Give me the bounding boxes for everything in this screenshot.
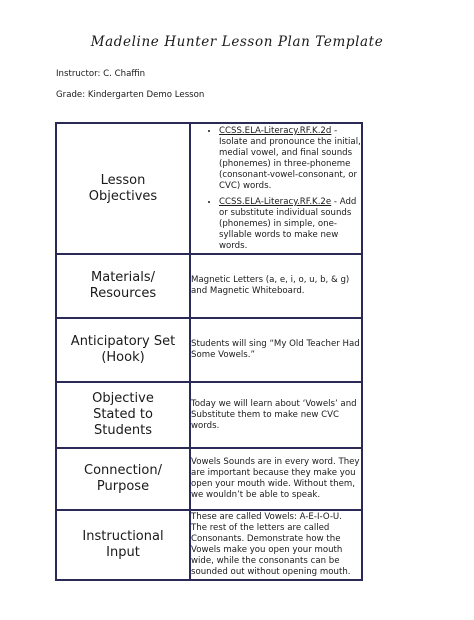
standard-link[interactable]: CCSS.ELA-Literacy.RF.K.2e: [219, 197, 332, 207]
row-label: Anticipatory Set (Hook): [56, 318, 190, 382]
row-content: [190, 510, 362, 580]
table-row-materials: [56, 254, 362, 318]
content-line: The rest of the letters are called Consonants. Demonstrate how the Vowels make you open your mouth wide, while the consonants can be sounded out without opening mouth.: [191, 523, 351, 577]
grade-line: Grade: Kindergarten Demo Lesson: [56, 90, 205, 100]
lesson-plan-table: [55, 122, 363, 581]
table-row-anticipatory-set: [56, 318, 362, 382]
row-content: Vowels Sounds are in every word. They are important because they make you open your mouth wide. Without them, we wouldn’t be able to speak.: [190, 448, 362, 510]
table-row-connection: [56, 448, 362, 510]
table-row-lesson-objectives: [56, 123, 362, 254]
row-label: Materials/ Resources: [56, 254, 190, 318]
table-row-objective-stated: [56, 382, 362, 448]
document-title: Madeline Hunter Lesson Plan Template: [90, 34, 384, 50]
row-content: Students will sing “My Old Teacher Had Some Vowels.”: [190, 318, 362, 382]
content-line: These are called Vowels: A-E-I-O-U.: [191, 512, 342, 522]
table-row-instructional-input: [56, 510, 362, 580]
row-content: [190, 123, 362, 254]
objective-text: - Add or substitute individual sounds (phonemes) in simple, one-syllable words to make new words.: [219, 197, 357, 251]
row-label: Objective Stated to Students: [56, 382, 190, 448]
objectives-list: [191, 126, 361, 252]
standard-link[interactable]: CCSS.ELA-Literacy.RF.K.2d: [219, 126, 332, 136]
row-label: Instructional Input: [56, 510, 190, 580]
objective-text: - Isolate and pronounce the initial, medial vowel, and final sounds (phonemes) in three-phoneme (consonant-vowel-consonant, or CVC) words.: [219, 126, 361, 191]
list-item: [219, 126, 361, 192]
row-label: Connection/ Purpose: [56, 448, 190, 510]
row-content: Magnetic Letters (a, e, i, o, u, b, & g) and Magnetic Whiteboard.: [190, 254, 362, 318]
instructor-line: Instructor: C. Chaffin: [56, 69, 146, 79]
row-label: Lesson Objectives: [56, 123, 190, 254]
list-item: [219, 197, 361, 252]
row-content: Today we will learn about ‘Vowels’ and Substitute them to make new CVC words.: [190, 382, 362, 448]
